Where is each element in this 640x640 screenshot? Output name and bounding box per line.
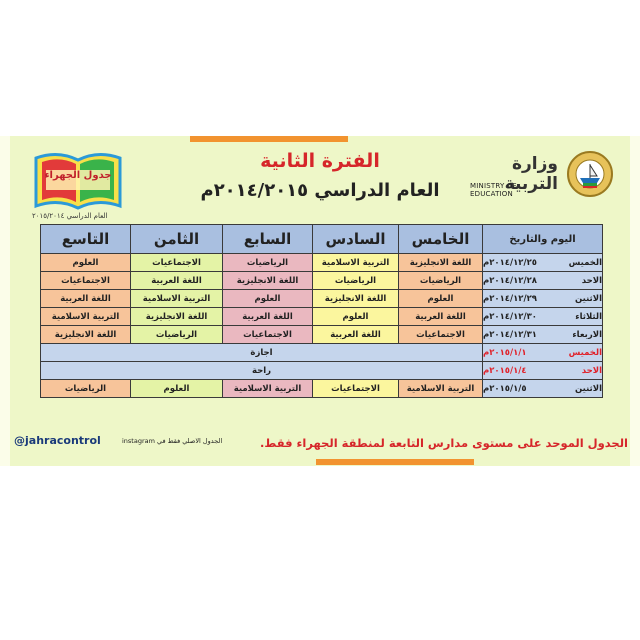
table-row — [41, 254, 603, 272]
table-header-row — [41, 225, 603, 254]
subject-cell: العلوم — [41, 254, 131, 272]
day-date-cell: الاحد ٢٠١٥/١/٤م — [483, 362, 603, 380]
subject-cell: الاجتماعيات — [399, 326, 483, 344]
page-title: الفترة الثانية — [260, 150, 380, 172]
table-row — [41, 290, 603, 308]
poster-edge-right — [630, 136, 640, 466]
rest-label: راحة — [41, 362, 483, 380]
subject-cell: التربية الاسلامية — [41, 308, 131, 326]
subject-cell: اللغة الانجليزية — [223, 272, 313, 290]
column-header: الثامن — [131, 225, 223, 254]
subject-cell: الرياضيات — [399, 272, 483, 290]
subject-cell: الرياضيات — [313, 272, 399, 290]
jahra-control-logo — [28, 148, 128, 222]
subject-cell: التربية الاسلامية — [313, 254, 399, 272]
subject-cell: اللغة العربية — [399, 308, 483, 326]
subject-cell: الرياضيات — [131, 326, 223, 344]
subject-cell: العلوم — [131, 380, 223, 398]
subject-cell: اللغة الانجليزية — [41, 326, 131, 344]
day-date-cell: الثلاثاء ٢٠١٤/١٢/٣٠م — [483, 308, 603, 326]
logo-label: جدول الجهراء — [44, 170, 112, 181]
subject-cell: اللغة الانجليزية — [313, 290, 399, 308]
subject-cell: الاجتماعيات — [313, 380, 399, 398]
day-date-cell: الاثنين ٢٠١٥/١/٥م — [483, 380, 603, 398]
day-date-cell: الخميس ٢٠١٤/١٢/٢٥م — [483, 254, 603, 272]
subject-cell: الاجتماعيات — [223, 326, 313, 344]
column-header: السادس — [313, 225, 399, 254]
subject-cell: اللغة العربية — [313, 326, 399, 344]
ministry-name-en: MINISTRY OF EDUCATION — [470, 182, 517, 198]
subject-cell: اللغة الانجليزية — [131, 308, 223, 326]
day-date-cell: الخميس ٢٠١٥/١/١م — [483, 344, 603, 362]
footer-note: الجدول الموحد على مستوى مدارس التابعة لمنطقة الجهراء فقط. — [260, 436, 628, 450]
subject-cell: الاجتماعيات — [41, 272, 131, 290]
subject-cell: اللغة العربية — [131, 272, 223, 290]
table-row — [41, 326, 603, 344]
holiday-label: اجازة — [41, 344, 483, 362]
subject-cell: الرياضيات — [223, 254, 313, 272]
rest-row — [41, 362, 603, 380]
bottom-accent-bar — [316, 459, 474, 465]
poster-edge-left — [0, 136, 10, 466]
column-header: السابع — [223, 225, 313, 254]
column-header: اليوم والتاريخ — [483, 225, 603, 254]
subject-cell: اللغة العربية — [41, 290, 131, 308]
ministry-header — [470, 150, 630, 200]
day-date-cell: الاربعاء ٢٠١٤/١٢/٣١م — [483, 326, 603, 344]
exam-schedule-table — [40, 224, 603, 398]
holiday-row — [41, 344, 603, 362]
subject-cell: اللغة العربية — [223, 308, 313, 326]
subject-cell: التربية الاسلامية — [223, 380, 313, 398]
instagram-handle[interactable]: @jahracontrol — [14, 434, 101, 447]
table-row — [41, 272, 603, 290]
column-header: التاسع — [41, 225, 131, 254]
ministry-name-ar: وزارة التربية — [504, 154, 558, 194]
day-date-cell: الاثنين ٢٠١٤/١٢/٢٩م — [483, 290, 603, 308]
table-row — [41, 308, 603, 326]
table-row — [41, 380, 603, 398]
top-accent-bar — [190, 136, 348, 142]
page-subtitle: العام الدراسي ٢٠١٤/٢٠١٥م — [200, 180, 440, 201]
subject-cell: التربية الاسلامية — [131, 290, 223, 308]
subject-cell: التربية الاسلامية — [399, 380, 483, 398]
subject-cell: العلوم — [223, 290, 313, 308]
subject-cell: العلوم — [399, 290, 483, 308]
day-date-cell: الاحد ٢٠١٤/١٢/٢٨م — [483, 272, 603, 290]
column-header: الخامس — [399, 225, 483, 254]
kuwait-emblem-icon — [566, 150, 614, 198]
subject-cell: الرياضيات — [41, 380, 131, 398]
subject-cell: اللغة الانجليزية — [399, 254, 483, 272]
logo-caption: العام الدراسي ٢٠١٥/٢٠١٤ — [32, 212, 108, 220]
subject-cell: العلوم — [313, 308, 399, 326]
subject-cell: الاجتماعيات — [131, 254, 223, 272]
instagram-note: الجدول الاصلي فقط في instagram — [122, 437, 223, 445]
